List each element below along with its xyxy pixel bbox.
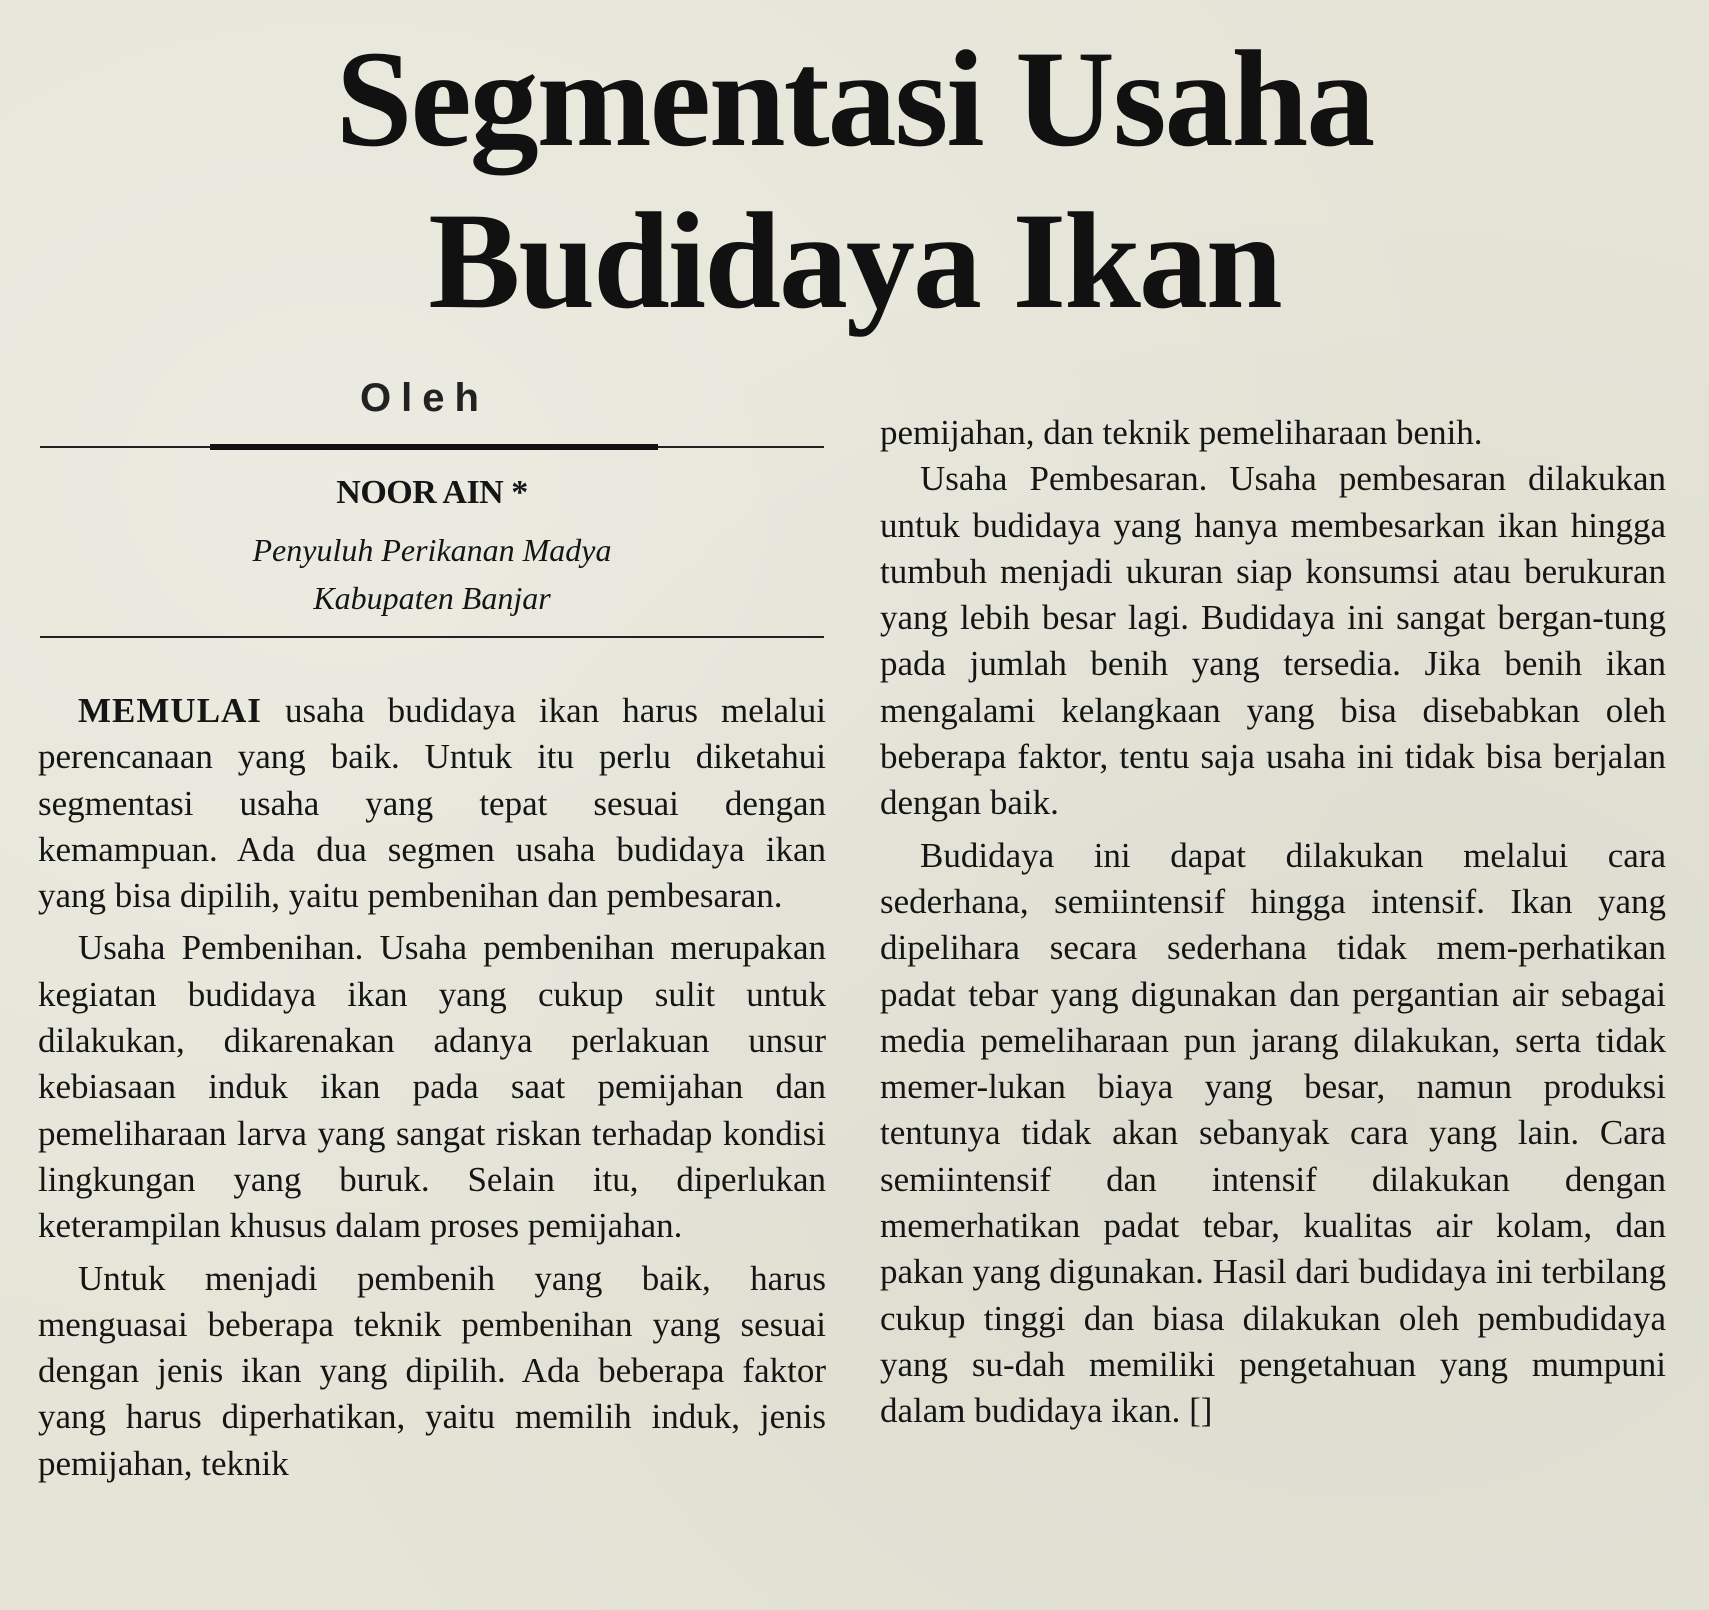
paragraph-continuation: pemijahan, dan teknik pemeliharaan benih. xyxy=(880,413,1483,452)
headline-line-2: Budidaya Ikan xyxy=(428,184,1281,337)
paragraph-pembenihan: Usaha Pembenihan. Usaha pembenihan merupakan kegiatan budidaya ikan yang cukup sulit untuk dilakukan, dikarenakan adanya perlakuan unsur kebiasaan induk ikan pada saat pemijahan dan pemeliharaan larva yang sangat riskan terhadap kondisi lingkungan yang buruk. Selain itu, diperlukan keterampilan khusus dalam proses pemijahan. xyxy=(38,928,826,1246)
headline-line-1: Segmentasi Usaha xyxy=(335,22,1374,175)
lead-word: MEMULAI xyxy=(78,691,262,730)
author-role-line-1: Penyuluh Perikanan Madya xyxy=(252,532,612,568)
author-role-line-2: Kabupaten Banjar xyxy=(313,580,551,616)
article-headline xyxy=(0,18,1709,342)
byline-rule-bottom xyxy=(40,636,824,638)
author-name: NOOR AIN * xyxy=(336,474,528,511)
byline-rule-top-accent xyxy=(210,444,658,450)
paragraph-pembesaran: Usaha Pembesaran. Usaha pembesaran dilakukan untuk budidaya yang hanya membesarkan ikan hingga tumbuh menjadi ukuran siap konsumsi atau berukuran yang lebih besar lagi. Budidaya ini sangat bergan-tung pada jumlah benih yang tersedia. Jika benih ikan mengalami kelangkaan yang bisa disebabkan oleh beberapa faktor, tentu saja usaha ini tidak bisa berjalan dengan baik. xyxy=(880,459,1666,823)
byline-label: Oleh xyxy=(360,376,489,420)
paragraph-intro xyxy=(38,688,826,919)
article-column-right xyxy=(880,410,1666,1435)
paragraph-cara-budidaya: Budidaya ini dapat dilakukan melalui cara sederhana, semiintensif hingga intensif. Ikan yang dipelihara secara sederhana tidak mem-perhatikan padat tebar yang digunakan dan pergantian air sebagai media pemeliharaan pun jarang dilakukan, serta tidak memer-lukan biaya yang besar, namun produksi tentunya tidak akan sebanyak cara yang lain. Cara semiintensif dan intensif dilakukan dengan memerhatikan padat tebar, kualitas air kolam, dan pakan yang digunakan. Hasil dari budidaya ini terbilang cukup tinggi dan biasa dilakukan oleh pembudidaya yang su-dah memiliki pengetahuan yang mumpuni dalam budidaya ikan. [] xyxy=(880,835,1666,1431)
article-column-left xyxy=(38,688,826,1487)
paragraph-pembenih: Untuk menjadi pembenih yang baik, harus menguasai beberapa teknik pembenihan yang sesuai dengan jenis ikan yang dipilih. Ada beberapa faktor yang harus diperhatikan, yaitu memilih induk, jenis pemijahan, teknik xyxy=(38,1258,826,1483)
paragraph-intro-text: usaha budidaya ikan harus melalui perencanaan yang baik. Untuk itu perlu diketahui segmentasi usaha yang tepat sesuai dengan kemampuan. Ada dua segmen usaha budidaya ikan yang bisa dipilih, yaitu pembenihan dan pembesaran. xyxy=(38,691,826,916)
